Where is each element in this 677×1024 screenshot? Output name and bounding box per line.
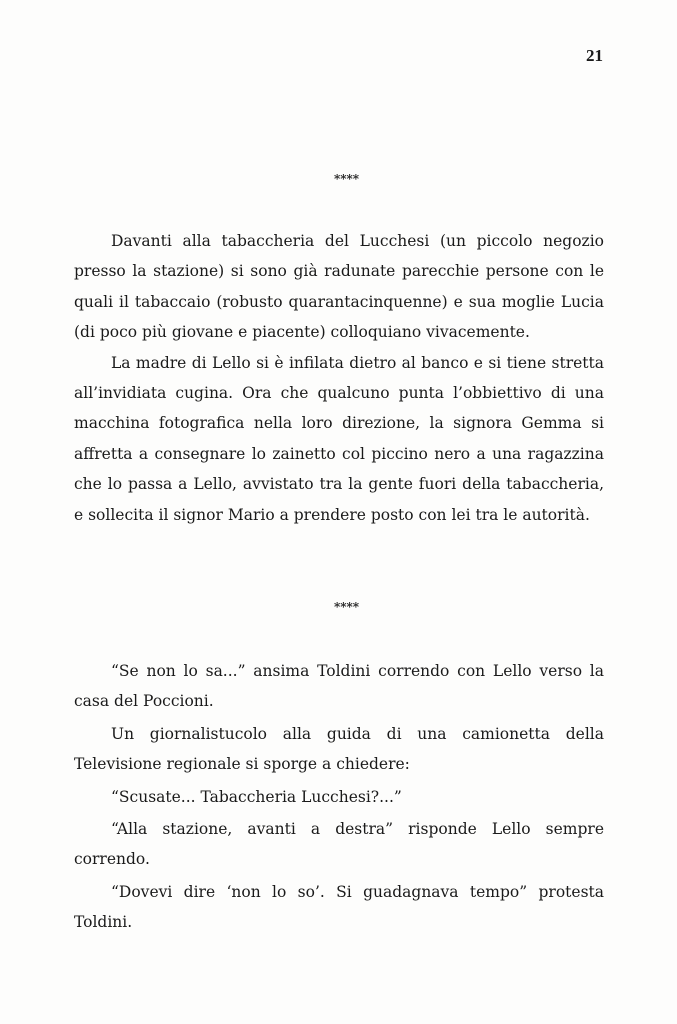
section-separator: **** — [333, 600, 360, 614]
paragraph: “Dovevi dire ‘non lo so’. Si guadagnava tempo” protesta Toldini. — [74, 882, 604, 932]
paragraph: La madre di Lello si è infilata dietro al banco e si tiene stretta all’invidiata cugina. Ora che qualcuno punta l’obbiettivo di una macchina fotografica nella loro direzione, la signora Gemma si affretta a consegnare lo zainetto col piccino nero a una ragazzina che lo passa a Lello, avvistato tra la gente fuori della tabaccheria, e sollecita il signor Mario a prendere posto con lei tra le autorità. — [74, 353, 604, 524]
paragraph: “Se non lo sa...” ansima Toldini correndo con Lello verso la casa del Poccioni. — [74, 662, 604, 711]
section-separator: **** — [333, 172, 360, 186]
section-1 — [74, 226, 604, 530]
paragraph: Davanti alla tabaccheria del Lucchesi (un piccolo negozio presso la stazione) si sono già radunate parecchie persone con le quali il tabaccaio (robusto quarantacinquenne) e sua moglie Lucia (di poco più giovane e piacente) colloquiano vivacemente. — [74, 232, 604, 342]
paragraph: Un giornalistucolo alla guida di una camionetta della Televisione regionale si sporge a chiedere: — [74, 724, 604, 774]
page-number: 21 — [586, 46, 603, 65]
paragraph: “Scusate... Tabaccheria Lucchesi?...” — [111, 787, 402, 806]
paragraph: “Alla stazione, avanti a destra” risponde Lello sempre correndo. — [74, 820, 604, 869]
section-2 — [74, 656, 604, 938]
